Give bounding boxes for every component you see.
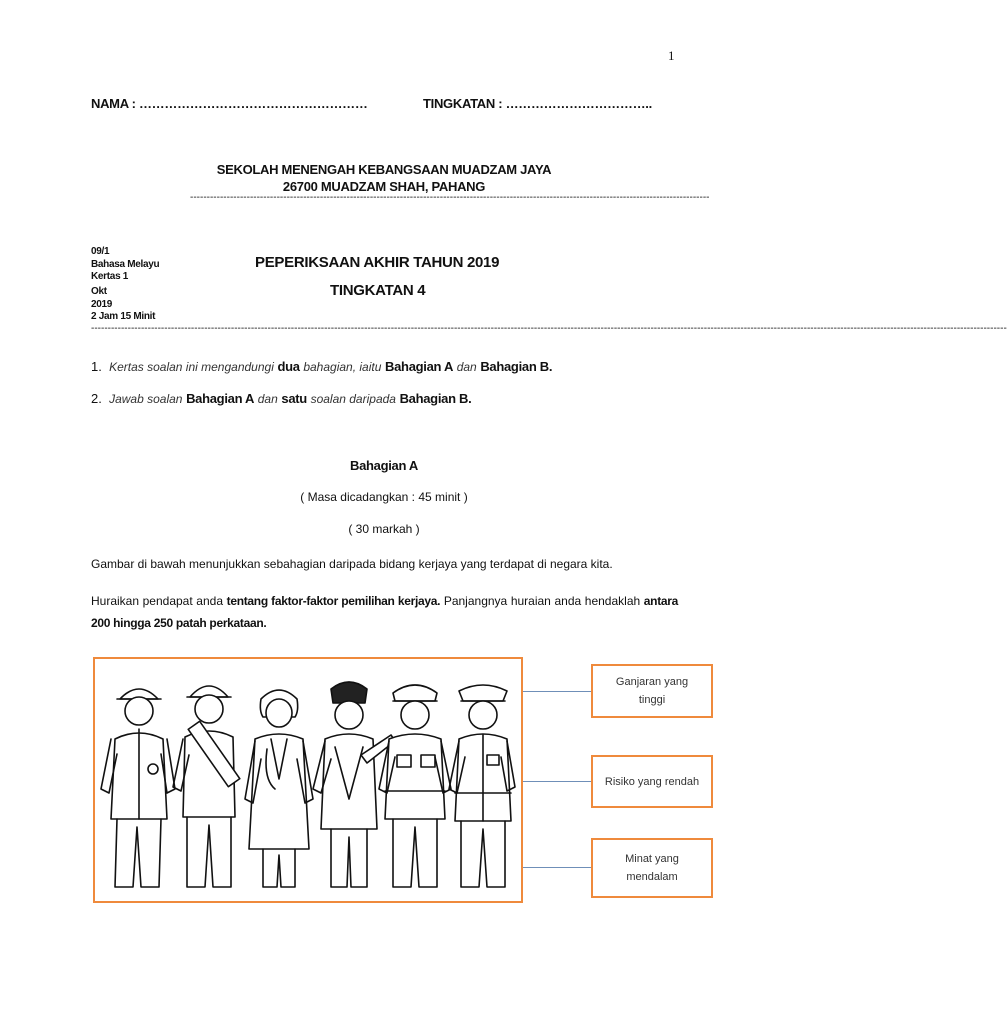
workers-drawing [95, 659, 521, 901]
callout-deep-interest [591, 838, 713, 898]
paper-subject: Bahasa Melayu [91, 259, 160, 270]
instruction-bold: Bahagian B. [399, 391, 472, 406]
callout-label: Minat yang mendalam [625, 853, 679, 883]
task-text: Huraikan pendapat anda [91, 594, 223, 608]
instruction-number: 1. [91, 359, 102, 374]
question-intro: Gambar di bawah menunjukkan sebahagian daripada bidang kerjaya yang terdapat di negara kita. [91, 557, 613, 571]
school-address: 26700 MUADZAM SHAH, PAHANG [282, 179, 486, 194]
exam-form: TINGKATAN 4 [330, 282, 426, 299]
task-bold: tentang faktor-faktor pemilihan kerjaya. [226, 594, 441, 608]
form-blank: …………………………….. [505, 96, 652, 111]
main-divider: ----------------------------------------------------------------------------------------------------------------------------------------------------------------------------------------------------------------------------------------------------------------------------------- [91, 323, 1007, 334]
exam-title: PEPERIKSAAN AKHIR TAHUN 2019 [255, 254, 500, 271]
careers-illustration [93, 657, 523, 903]
callout-label: Ganjaran yang tinggi [615, 676, 689, 706]
callout-low-risk [591, 755, 713, 808]
doctor-figure [245, 690, 313, 887]
construction-worker-figure [101, 689, 175, 887]
task-bold: antara 200 hingga 250 patah perkataan. [91, 594, 679, 630]
paper-number: Kertas 1 [91, 271, 129, 282]
uniformed-officer-figure [379, 685, 451, 887]
instruction-bold: dua [277, 359, 300, 374]
instruction-text: dan [257, 392, 278, 406]
school-name: SEKOLAH MENENGAH KEBANGSAAN MUADZAM JAYA [216, 162, 552, 177]
instruction-bold: Bahagian A [186, 391, 255, 406]
section-marks: ( 30 markah ) [348, 522, 420, 536]
section-time: ( Masa dicadangkan : 45 minit ) [300, 490, 468, 504]
instruction-text: bahagian, iaitu [303, 360, 382, 374]
form-label: TINGKATAN : [423, 96, 503, 111]
instruction-text: Kertas soalan ini mengandungi [109, 360, 274, 374]
page-number: 1 [668, 48, 675, 63]
chef-figure [313, 682, 395, 887]
instruction-number: 2. [91, 391, 102, 406]
instruction-text: soalan daripada [310, 392, 396, 406]
connector-line [523, 781, 591, 782]
instruction-text: Jawab soalan [109, 392, 183, 406]
form-field [423, 96, 652, 111]
instruction-2 [91, 391, 471, 406]
name-field [91, 96, 368, 111]
engineer-figure [173, 686, 240, 887]
name-blank: ……………………………………………… [138, 96, 368, 111]
instruction-1 [91, 359, 552, 374]
instruction-bold: satu [281, 391, 307, 406]
police-officer-figure [449, 685, 515, 887]
instruction-bold: Bahagian A [385, 359, 454, 374]
paper-code: 09/1 [91, 246, 110, 257]
name-label: NAMA : [91, 96, 136, 111]
instruction-bold: Bahagian B. [480, 359, 553, 374]
connector-line [523, 691, 591, 692]
task-text: Panjangnya huraian anda hendaklah [443, 594, 641, 608]
paper-month: Okt [91, 286, 107, 297]
connector-line [523, 867, 591, 868]
section-title: Bahagian A [349, 458, 419, 473]
instruction-text: dan [456, 360, 477, 374]
paper-year: 2019 [91, 299, 113, 310]
callout-high-reward [591, 664, 713, 718]
paper-duration: 2 Jam 15 Minit [91, 311, 156, 322]
school-divider: ------------------------------------------------------------------------------------------------------------------------------------------------------------ [190, 192, 710, 203]
callout-label: Risiko yang rendah [604, 775, 700, 788]
question-task [91, 590, 678, 634]
